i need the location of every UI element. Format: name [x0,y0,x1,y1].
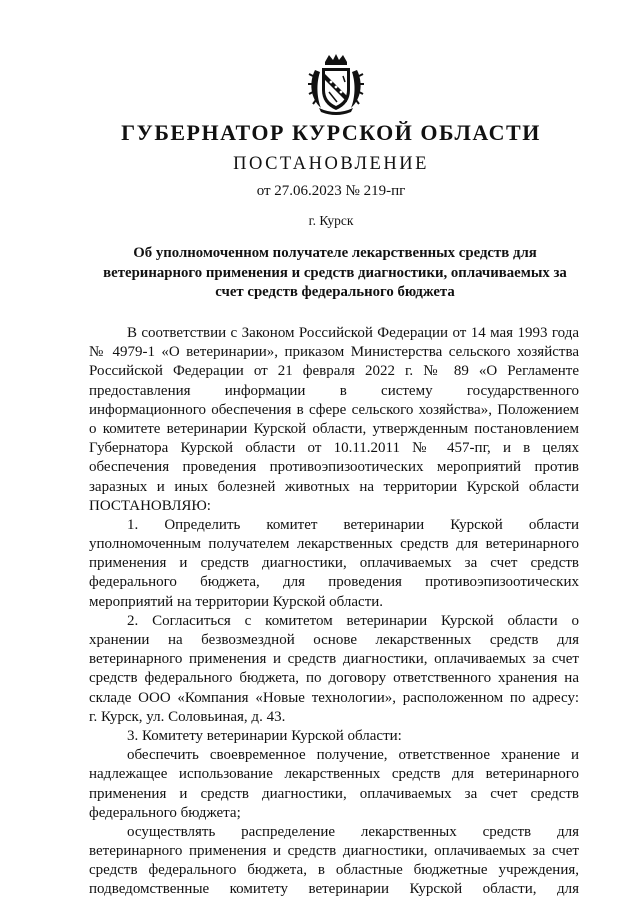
body-line: надлежащее использование лекарственных средств для ветеринарного [89,766,579,783]
body-line: ветеринарного применения и средств диагностики, оплачиваемых за счет [89,651,579,668]
body-line: средств федерального бюджета, по договору ответственного хранения на [89,670,579,687]
body-line: о комитете ветеринарии Курской области, утвержденным постановлением [89,420,579,437]
issuing-authority: ГУБЕРНАТОР КУРСКОЙ ОБЛАСТИ [121,120,541,145]
body-line: мероприятий на территории Курской области. [89,593,384,610]
body-line: В соответствии с Законом Российской Федерации от 14 мая 1993 года [127,325,579,341]
document-city: г. Курск [308,213,354,228]
body-line: ветеринарного применения и средств диагностики, оплачиваемых за счет [89,843,579,860]
body-line: Губернатора Курской области от 10.11.2011 № 457-пг, и в целях [89,440,579,457]
body-line: предоставления информации в систему государственного [89,382,579,399]
body-line: применения и средств диагностики, оплачиваемых за счет средств [89,785,579,802]
body-line: обеспечения проведения противоэпизоотических мероприятий против [89,459,579,476]
body-line: Российской Федерации от 21 февраля 2022 г. № 89 «О Регламенте [89,363,579,380]
coat-of-arms-emblem [307,52,365,116]
body-line: заразных и иных болезней животных на территории Курской области [89,478,579,495]
body-line: складе ООО «Компания «Новые технологии», расположенном по адресу: [89,689,579,706]
title-line: Об уполномоченном получателе лекарственных средств для [133,245,537,261]
title-line: ветеринарного применения и средств диагностики, оплачиваемых за [103,264,567,281]
body-line: осуществлять распределение лекарственных средств для [127,823,579,840]
document-title [85,244,585,303]
document-type: ПОСТАНОВЛЕНИЕ [233,154,429,174]
body-line: обеспечить своевременное получение, ответственное хранение и [127,747,579,764]
body-line: применения и средств диагностики, оплачиваемых за счет средств [89,555,579,572]
document-number-date: от 27.06.2023 № 219-пг [256,183,406,199]
body-line: г. Курск, ул. Соловьиная, д. 43. [89,708,286,725]
body-line: хранении на безвозмездной основе лекарственных средств для [89,632,579,648]
body-line: подведомственные комитету ветеринарии Курской области, для [89,881,579,898]
body-line: ПОСТАНОВЛЯЮ: [89,497,211,514]
body-line: уполномоченным получателем лекарственных средств для ветеринарного [89,536,579,553]
body-line: информационного обеспечения в сфере сельского хозяйства», Положением [89,401,579,418]
title-line: счет средств федерального бюджета [215,284,455,300]
document-body [89,324,579,900]
body-line: федерального бюджета, для проведения противоэпизоотических [89,574,579,591]
body-line: 3. Комитету ветеринарии Курской области: [127,727,402,744]
body-line: № 4979-1 «О ветеринарии», приказом Министерства сельского хозяйства [89,344,579,361]
body-line: федерального бюджета; [89,804,241,821]
body-line: 2. Согласиться с комитетом ветеринарии Курской области о [127,612,579,629]
body-line: 1. Определить комитет ветеринарии Курской области [127,516,579,533]
body-line: средств федерального бюджета, в областные бюджетные учреждения, [89,862,579,879]
